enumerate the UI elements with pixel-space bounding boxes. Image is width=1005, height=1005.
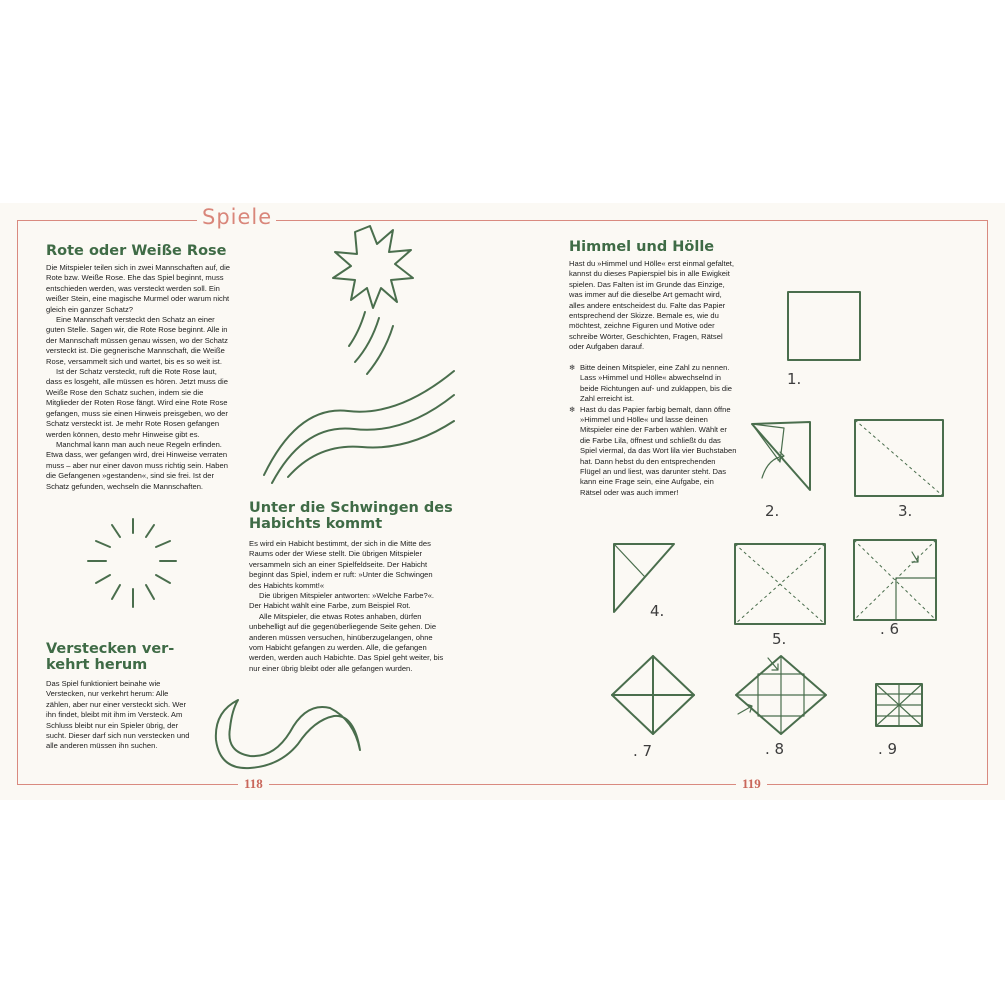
- fold-step-7: [608, 652, 698, 738]
- step-label-8: . 8: [765, 740, 785, 758]
- fold-step-9: [874, 682, 924, 728]
- snowflake-bullet-icon: ❄: [569, 404, 576, 414]
- fold-step-2: [748, 418, 818, 498]
- step-label-2: 2.: [765, 502, 780, 520]
- wave-lines-illustration: [258, 365, 458, 485]
- snowflake-bullet-icon: ❄: [569, 363, 576, 372]
- verstecken-text: [46, 679, 191, 752]
- rose-text: [46, 263, 231, 492]
- verstecken-title-line2: kehrt herum: [46, 657, 148, 674]
- habicht-paragraph-1: Es wird ein Habicht bestimmt, der sich in die Mitte des Raums oder der Wiese stellt. Die übrigen Mitspieler versammeln sich an einer Spielfeldseite. Der Habicht beginnt das Spiel, indem er ruft: »Unter die Schwingen des Habichts kommt!«: [249, 539, 433, 590]
- step-label-9: . 9: [878, 740, 898, 758]
- rose-paragraph-3: Ist der Schatz versteckt, ruft die Rote Rose laut, dass es losgeht, alle müssen es hören. Jetzt muss die Weiße Rose den Schatz suchen, indem sie die Mitglieder der Roten Rose fängt. Wird eine Rote Rose gefangen, muss sie einen Hinweis preisgeben, wo der Schatz versteckt ist. Je mehr Rote Rosen gefangen werden können, desto mehr Hinweise gibt es.: [46, 367, 228, 439]
- step-label-6: . 6: [880, 620, 900, 638]
- sun-burst-illustration: [78, 515, 188, 615]
- bullet-text-2: Hast du das Papier farbig bemalt, dann öffne »Himmel und Hölle« und lasse deinen Mitspieler eine der Farben wählen. Wählt er die Farbe Lila, öffnest und schließt du das Spiel viermal, da das Wort lila vier Buchstaben hat. Dann hebst du den entsprechenden Flügel an und liest, was darunter steht. Das kann eine Frage sein, eine Aufgabe, ein Rätsel oder was auch immer!: [580, 404, 737, 497]
- habicht-paragraph-3: Alle Mitspieler, die etwas Rotes anhaben, dürfen unbehelligt auf die gegenüberliegende Seite gehen. Die anderen müssen versuchen, hinüberzugelangen, ohne vom Habicht gefangen zu werden. Alle, die gefangen werden, werden auch Habichte. Das Spiel geht weiter, bis nur einer übrig bleibt oder alle gefangen wurden.: [249, 611, 444, 673]
- rose-paragraph-2: Eine Mannschaft versteckt den Schatz an einer guten Stelle. Sagen wir, die Rote Rose beginnt. Alle in der Mannschaft müssen genau wissen, wo der Schatz versteckt ist. Die gegnerische Mannschaft, die Weiße Rose, versammelt sich und wartet, bis es so weit ist.: [46, 315, 228, 366]
- himmel-intro: Hast du »Himmel und Hölle« erst einmal gefaltet, kannst du dieses Papierspiel bis in alle Ewigkeit spielen. Das Falten ist im Grunde das Einzige, was immer auf die dieselbe Art gemacht wird, alles andere entscheidest du. Falte das Papier entsprechend der Skizze. Bemale es, wie du möchtest, zeichne Figuren und Motive oder schreibe Wörter, Geschichten, Fragen, Rätsel oder Aufgaben darauf.: [569, 259, 735, 352]
- bullet-item-2: [569, 405, 737, 499]
- fold-step-1: [786, 290, 862, 362]
- fold-step-4: [610, 540, 678, 616]
- step-label-5: 5.: [772, 630, 787, 648]
- rose-paragraph-1: Die Mitspieler teilen sich in zwei Mannschaften auf, die Rote bzw. Weiße Rose. Ehe das Spiel beginnt, muss entschieden werden, was versteckt werden soll. Ein weißer Stein, eine magische Murmel oder warum nicht gleich ein ganzer Schatz?: [46, 263, 231, 314]
- verstecken-paragraph-1: Das Spiel funktioniert beinahe wie Verstecken, nur verkehrt herum: Alle zählen, aber nur einer versteckt sich. Wer ihn findet, bleibt mit ihm im Versteck. Am Schluss bleibt nur ein Spieler übrig, der sucht. Dieser darf sich nun verstecken und alle anderen müssen ihn suchen.: [46, 679, 190, 751]
- step-label-3: 3.: [898, 502, 913, 520]
- habicht-title-line2: Habichts kommt: [249, 516, 383, 533]
- verstecken-title-line1: Verstecken ver-: [46, 641, 175, 657]
- step-label-7: . 7: [633, 742, 653, 760]
- habicht-paragraph-2: Die übrigen Mitspieler antworten: »Welche Farbe?«. Der Habicht wählt eine Farbe, zum Beispiel Rot.: [249, 591, 435, 611]
- fold-step-8: [732, 652, 830, 738]
- rose-title: Rote oder Weiße Rose: [46, 243, 227, 259]
- habicht-title-line1: Unter die Schwingen des: [249, 500, 453, 516]
- himmel-title: Himmel und Hölle: [569, 239, 715, 255]
- top-rule-right: [268, 220, 988, 221]
- verstecken-title: [46, 641, 174, 673]
- fold-step-6: [852, 538, 938, 622]
- bullet-text-1: Bitte deinen Mitspieler, eine Zahl zu nennen. Lass »Himmel und Hölle« abwechselnd in beide Richtungen auf- und zuklappen, bis die Zahl erreicht ist.: [580, 363, 732, 404]
- rose-paragraph-4: Manchmal kann man auch neue Regeln erfinden. Etwa dass, wer gefangen wird, drei Hinweise verraten muss – aber nur einer davon muss richtig sein. Haben die Gefangenen »gestanden«, sind sie frei. Ist der Schatz gefunden, wechseln die Mannschaften.: [46, 439, 228, 491]
- himmel-bullets: [569, 363, 737, 498]
- top-rule-left: [17, 220, 197, 221]
- fold-step-5: [733, 542, 827, 626]
- step-label-1: 1.: [787, 370, 802, 388]
- squiggle-illustration: [210, 690, 370, 780]
- habicht-title: [249, 500, 453, 532]
- fold-step-3: [853, 418, 945, 498]
- page-number-right: 119: [736, 776, 767, 792]
- step-label-4: 4.: [650, 602, 665, 620]
- habicht-text: [249, 539, 444, 674]
- page-number-left: 118: [238, 776, 269, 792]
- section-title: Spiele: [198, 205, 276, 229]
- bullet-item-1: [569, 363, 737, 405]
